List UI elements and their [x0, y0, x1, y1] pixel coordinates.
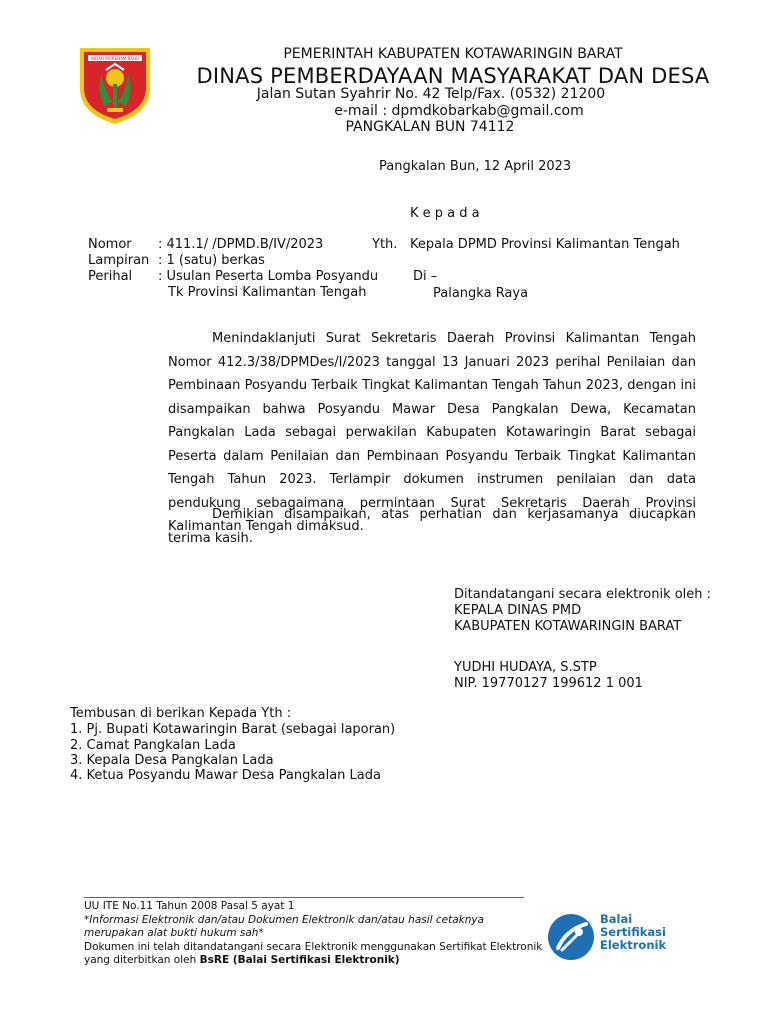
emblem-banner-text: INDAH MORENAM BAHU [91, 56, 139, 61]
header-government-name: PEMERINTAH KABUPATEN KOTAWARINGIN BARAT [283, 46, 623, 62]
signature-name: YUDHI HUDAYA, S.STP [454, 660, 597, 675]
signature-e-sign-note: Ditandatangani secara elektronik oleh : [454, 587, 712, 602]
header-email: e-mail : dpmdkobarkab@gmail.com [334, 103, 584, 119]
header-agency-name: DINAS PEMBERDAYAAN MASYARAKAT DAN DESA [196, 64, 710, 88]
tembusan-item: 1. Pj. Bupati Kotawaringin Barat (sebagai laporan) [70, 722, 396, 737]
recipient-di: Di – [413, 269, 438, 284]
nomor-label: Nomor [88, 237, 132, 252]
perihal-value-line1: : Usulan Peserta Lomba Posyandu [158, 269, 379, 284]
bsre-line-1: Balai [600, 912, 633, 926]
footer-legal-note-line1: *Informasi Elektronik dan/atau Dokumen Elektronik dan/atau hasil cetaknya [84, 914, 485, 926]
perihal-value-line2: Tk Provinsi Kalimantan Tengah [168, 285, 367, 300]
bsre-line-3: Elektronik [600, 938, 667, 952]
signature-position: KEPALA DINAS PMD [454, 603, 582, 618]
perihal-label: Perihal [88, 269, 133, 284]
footer-divider [84, 897, 524, 898]
bsre-logo-icon [546, 912, 596, 962]
bsre-line-2: Sertifikasi [600, 925, 666, 939]
footer-issuer-bsre: BsRE (Balai Sertifikasi Elektronik) [199, 954, 400, 966]
footer-law-reference: UU ITE No.11 Tahun 2008 Pasal 5 ayat 1 [84, 900, 295, 912]
tembusan-item: 3. Kepala Desa Pangkalan Lada [70, 753, 274, 768]
lampiran-value: : 1 (satu) berkas [158, 253, 265, 268]
footer-e-sign-note: Dokumen ini telah ditandatangani secara Elektronik menggunakan Sertifikat Elektronik [84, 941, 543, 953]
body-paragraph-1: Menindaklanjuti Surat Sekretaris Daerah Provinsi Kalimantan Tengah Nomor 412.3/38/DPMDes/I/2023 tanggal 13 Januari 2023 perihal Penilaian dan Pembinaan Posyandu Terbaik Tingkat Kalimantan Tengah Tahun 2023, dengan ini disampaikan bahwa Posyandu Mawar Desa Pangkalan Dewa, Kecamatan Pangkalan Lada sebagai perwakilan Kabupaten Kotawaringin Barat sebagai Peserta dalam Penilaian dan Pembinaan Posyandu Terbaik Tingkat Kalimantan Tengah Tahun 2023. Terlampir dokumen instrumen penilaian dan data pendukung sebagaimana permintaan Surat Sekretaris Daerah Provinsi Kalimantan Tengah dimaksud. [168, 331, 696, 534]
bsre-brand-text [600, 913, 666, 952]
signature-nip: NIP. 19770127 199612 1 001 [454, 676, 643, 691]
footer-issuer-note [84, 954, 400, 967]
header-city-postcode: PANGKALAN BUN 74112 [345, 119, 515, 135]
yth-label: Yth. [372, 237, 398, 252]
tembusan-title: Tembusan di berikan Kepada Yth : [70, 706, 292, 721]
body-paragraph-2: Demikian disampaikan, atas perhatian dan kerjasamanya diucapkan terima kasih. [168, 507, 696, 546]
tembusan-item: 2. Camat Pangkalan Lada [70, 738, 236, 753]
footer-issuer-prefix: yang diterbitkan oleh [84, 954, 200, 966]
header-address: Jalan Sutan Syahrir No. 42 Telp/Fax. (0532) 21200 [256, 86, 606, 102]
lampiran-label: Lampiran [88, 253, 150, 268]
tembusan-item: 4. Ketua Posyandu Mawar Desa Pangkalan Lada [70, 768, 381, 783]
recipient-name: Kepala DPMD Provinsi Kalimantan Tengah [410, 237, 680, 252]
recipient-city: Palangka Raya [433, 286, 529, 301]
kepada-label: K e p a d a [410, 206, 480, 221]
nomor-value: : 411.1/ /DPMD.B/IV/2023 [158, 237, 324, 252]
signature-office: KABUPATEN KOTAWARINGIN BARAT [454, 619, 682, 634]
place-date: Pangkalan Bun, 12 April 2023 [379, 159, 572, 174]
footer-legal-note-line2: merupakan alat bukti hukum sah* [84, 927, 264, 939]
